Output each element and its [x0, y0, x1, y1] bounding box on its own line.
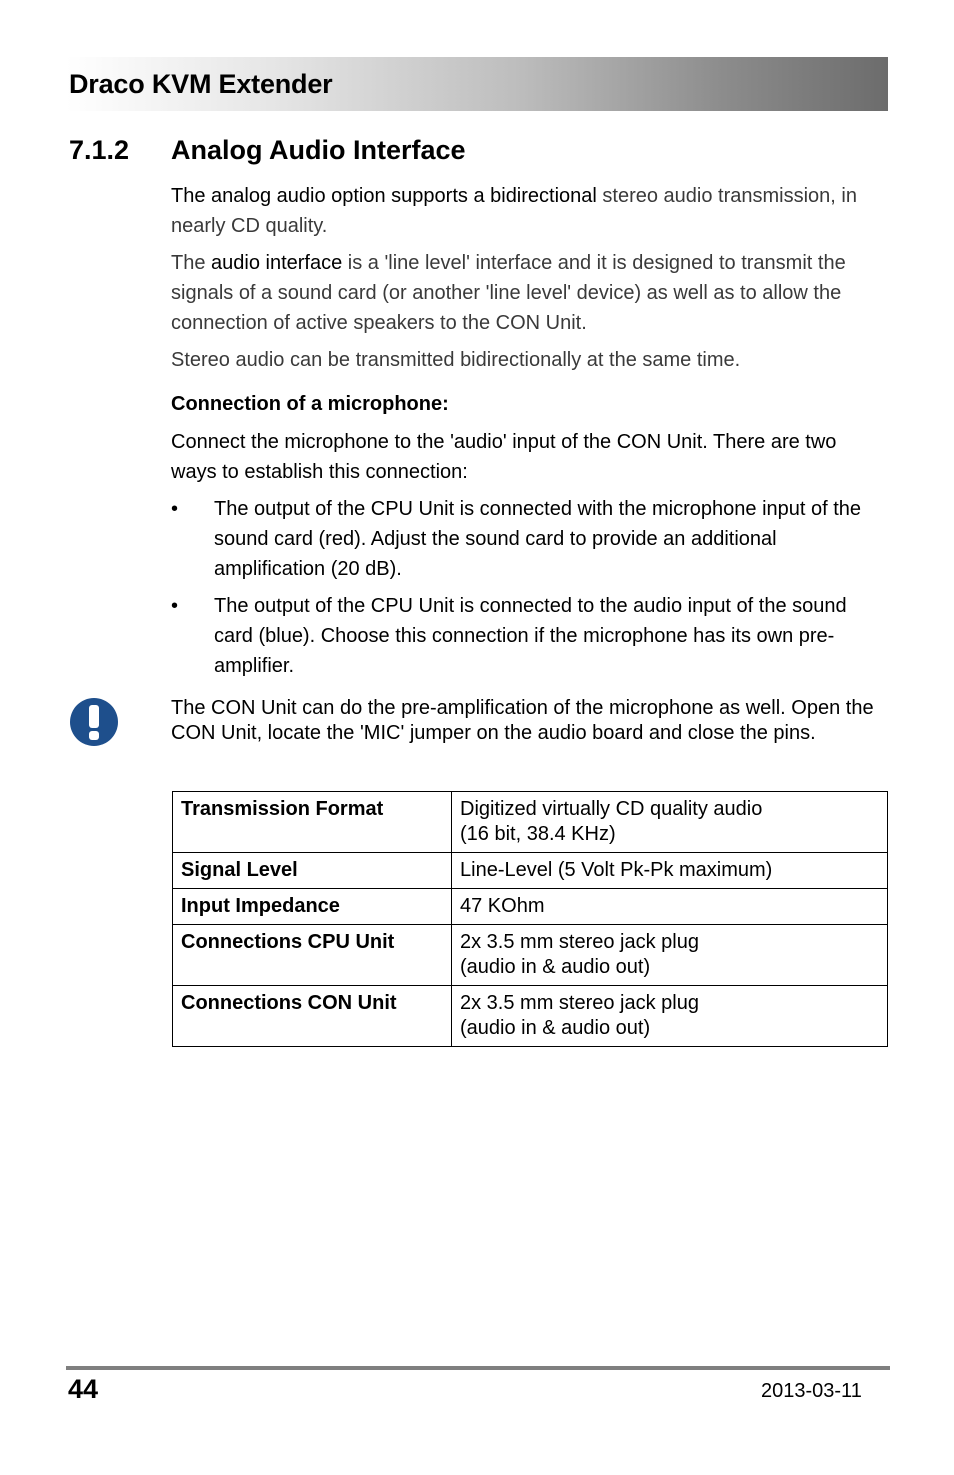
table-key: Connections CPU Unit [173, 925, 452, 986]
section-number: 7.1.2 [69, 135, 130, 165]
value-line: (16 bit, 38.4 KHz) [460, 823, 616, 845]
paragraph-analog-audio [171, 181, 883, 241]
paragraph-bidirectional: Stereo audio can be transmitted bidirectionally at the same time. [171, 349, 741, 371]
table-value [452, 889, 888, 925]
table-key: Input Impedance [173, 889, 452, 925]
paragraph-text: The [171, 252, 212, 274]
paragraph-text: is a 'line level' interface and it is designed to transmit the signals of a sound card (or another 'line level' device) as well as to allow the connection of active speakers to the CON Unit. [171, 252, 846, 334]
paragraph-text: The analog audio option supports a bidirectional [171, 185, 597, 207]
value-line: 2x 3.5 mm stereo jack plug [460, 992, 699, 1014]
list-item [171, 591, 886, 681]
paragraph-text: audio interface [211, 252, 343, 274]
footer-divider [66, 1366, 890, 1370]
value-line: 47 KOhm [460, 895, 545, 917]
microphone-heading: Connection of a microphone: [171, 393, 449, 415]
value-line: (audio in & audio out) [460, 956, 651, 978]
section-title: Analog Audio Interface [171, 135, 466, 165]
header-band [66, 57, 888, 111]
page-number: 44 [68, 1374, 99, 1404]
table-row [173, 792, 888, 853]
exclamation-icon [70, 698, 118, 746]
list-item [171, 494, 886, 584]
table-value [452, 986, 888, 1047]
table-value [452, 853, 888, 889]
table-key: Signal Level [173, 853, 452, 889]
table-value [452, 925, 888, 986]
table-row [173, 925, 888, 986]
value-line: Line-Level (5 Volt Pk-Pk maximum) [460, 859, 773, 881]
value-line: Digitized virtually CD quality audio [460, 798, 763, 820]
table-row [173, 986, 888, 1047]
paragraph-audio-interface [171, 248, 883, 338]
note-text: The CON Unit can do the pre-amplification of the microphone as well. Open the CON Unit, locate the 'MIC' jumper on the audio board and close the pins. [171, 697, 874, 744]
footer-date: 2013-03-11 [761, 1380, 862, 1402]
bullet-icon: • [171, 595, 179, 617]
list-item-text: The output of the CPU Unit is connected to the audio input of the sound card (blue). Choose this connection if the microphone has its own pre-amplifier. [214, 595, 847, 677]
section-heading [69, 135, 466, 166]
paragraph-text: stereo audio transmission, in nearly CD quality. [171, 185, 857, 237]
table-row [173, 853, 888, 889]
table-row [173, 889, 888, 925]
value-line: (audio in & audio out) [460, 1017, 651, 1039]
bullet-icon: • [171, 498, 179, 520]
table-key: Connections CON Unit [173, 986, 452, 1047]
microphone-intro: Connect the microphone to the 'audio' input of the CON Unit. There are two ways to establish this connection: [171, 431, 837, 483]
bullet-list [171, 494, 886, 688]
list-item-text: The output of the CPU Unit is connected with the microphone input of the sound card (red). Adjust the sound card to provide an additional amplification (20 dB). [214, 498, 862, 580]
spec-table [172, 791, 888, 1047]
table-value [452, 792, 888, 853]
document-title: Draco KVM Extender [69, 69, 333, 99]
value-line: 2x 3.5 mm stereo jack plug [460, 931, 699, 953]
table-key: Transmission Format [173, 792, 452, 853]
